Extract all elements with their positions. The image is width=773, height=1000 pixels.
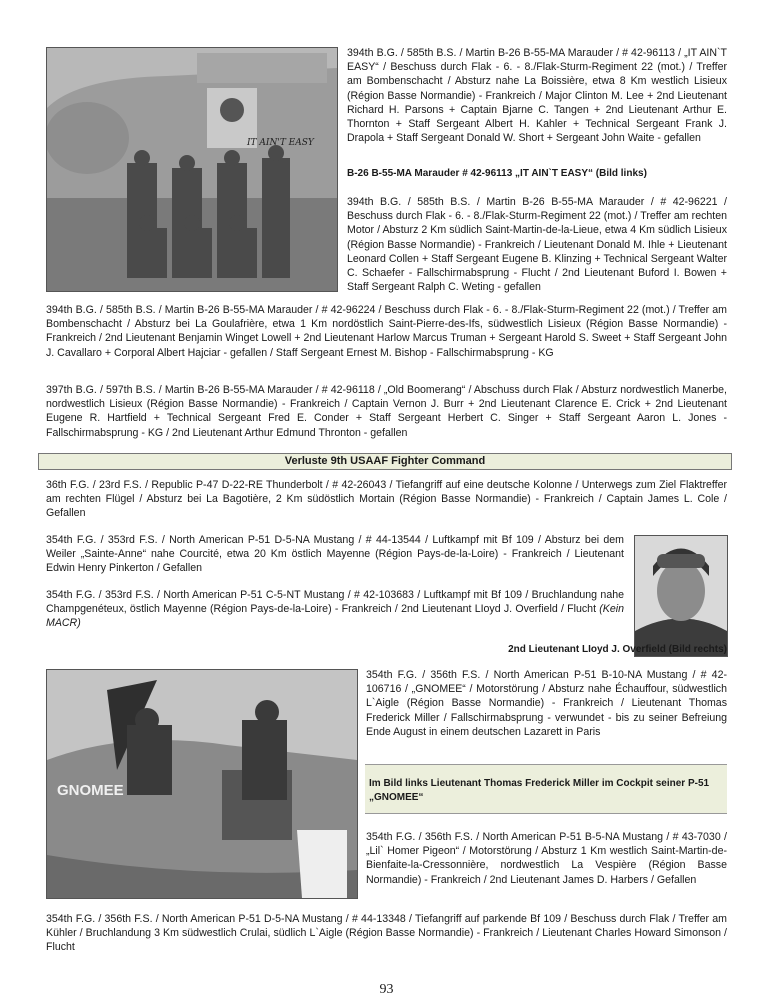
nose-art-text: IT AIN'T EASY xyxy=(247,138,314,148)
entry-36fg-42-26043: 36th F.G. / 23rd F.S. / Republic P-47 D-22-RE Thunderbolt / # 42-26043 / Tiefangriff auf eine deutsche Kolonne / Unterwegs zum Ziel Flaktreffer am rechten Flügel / Absturz bei La Bagotière, 2 Km südöstlich Mortain (Région Basse Normandie) - Frankreich / Captain James L. Cole / Gefallen xyxy=(46,479,727,520)
entry-354-43-7030: 354th F.G. / 356th F.S. / North American P-51 B-5-NA Mustang / # 43-7030 / „Lil` Homer Pigeon“ / Motorstörung / Absturz 1 Km westlich Saint-Martin-de-Bienfaite-la-Cressonnière, nordwestlich La Vespière (Région Basse Normandie) - Frankreich / 2nd Lieutenant James D. Harbers / Gefallen xyxy=(366,831,727,886)
entry-394-42-96113: 394th B.G. / 585th B.S. / Martin B-26 B-55-MA Marauder / # 42-96113 / „IT AIN`T EASY“ / Beschuss durch Flak - 6. - 8./Flak-Sturm-Regiment 22 (mot.) / Treffer am Bombenschacht / Absturz nahe La Boissière, etwa 8 Km westlich Lisieux (Région Basse Normandie) - Frankreich / Major Clinton M. Lee + 2nd Lieutenant Richard H. Parsons + Captain Bjarne C. Tangen + 2nd Lieutenant Arthur E. Thornton + Staff Sergeant Albert H. Kahler + Technical Sergeant Frank J. Drapola + Staff Sergeant Donald W. Short + Sergeant John Waite - gefallen xyxy=(347,47,727,145)
macr-note: (Kein MACR) xyxy=(46,603,624,630)
entry-394-42-96221: 394th B.G. / 585th B.S. / Martin B-26 B-55-MA Marauder / # 42-96221 / Beschuss durch Flak - 6. - 8./Flak-Sturm-Regiment 22 (mot.) / Treffer am rechten Motor / Absturz 2 Km südlich Saint-Martin-de-la-Lieue, etwa 4 Km südlich Lisieux (Région Basse Normandie) - Frankreich / Lieutenant Donald M. Ihle + Lieutenant Leonard Collen + Staff Sergeant Eugene B. Klinzing + Technical Sergeant Walter C. Schaefer - Fallschirmabsprung - Flucht / 2nd Lieutenant Buford I. Bowen + Staff Sergeant Ralph C. Weting - gefallen xyxy=(347,196,727,294)
entry-354-44-13348: 354th F.G. / 356th F.S. / North American P-51 D-5-NA Mustang / # 44-13348 / Tiefangriff auf parkende Bf 109 / Beschuss durch Flak / Treffer am Kühler / Bruchlandung 3 Km südwestlich Crulai, südlich L`Aigle (Région Basse Normandie) - Frankreich / Lieutenant Charles Howard Simonson / Flucht xyxy=(46,913,727,954)
entry-354-44-13544: 354th F.G. / 353rd F.S. / North American P-51 D-5-NA Mustang / # 44-13544 / Luftkampf mit Bf 109 / Absturz bei dem Weiler „Sainte-Anne“ nahe Courcité, etwa 20 Km östlich Mayenne (Région Pays-de-la-Loire) - Frankreich / Lieutenant Edwin Henry Pinkerton / Gefallen xyxy=(46,534,624,575)
page-number: 93 xyxy=(379,982,394,997)
entry-354-42-103683 xyxy=(46,588,624,631)
section-heading: Verluste 9th USAAF Fighter Command xyxy=(38,453,732,470)
entry-394-42-96224: 394th B.G. / 585th B.S. / Martin B-26 B-55-MA Marauder / # 42-96224 / Beschuss durch Flak - 6. - 8./Flak-Sturm-Regiment 22 (mot.) / Treffer am Bombenschacht / Absturz bei La Goulafrière, etwa 1 Km nordöstlich Saint-Pierre-des-Ifs, südwestlich Lisieux (Région Basse Normandie) - Frankreich / 2nd Lieutenant Benjamin Winget Lowell + 2nd Lieutenant Harlow Marcus Truman + Sergeant Harold S. Sweet + Staff Sergeant John J. Cavallaro + Corporal Albert Hajciar - gefallen / Staff Sergeant Ernest M. Bishop - Fallschirmabsprung - KG xyxy=(46,304,727,359)
caption-b26: B-26 B-55-MA Marauder # 42-96113 „IT AIN`T EASY“ (Bild links) xyxy=(347,168,647,179)
entry-397-42-96118: 397th B.G. / 597th B.S. / Martin B-26 B-55-MA Marauder / # 42-96118 / „Old Boomerang“ / Abschuss durch Flak / Absturz nordwestlich Manerbe, nordwestlich Lisieux (Région Basse Normandie) - Frankreich / Captain Vernon J. Burr + 2nd Lieutenant Clarence E. Crick + 2nd Lieutenant Eugene R. Hartfield + Technical Sergeant Fred E. Conder + Staff Sergeant Herbert C. Singer + Staff Sergeant Aaron L. Jones - Fallschirmabsprung - KG / 2nd Lieutenant Arthur Edmund Thronton - gefallen xyxy=(46,384,727,439)
caption-miller: Im Bild links Lieutenant Thomas Frederick Miller im Cockpit seiner P-51 „GNOMEE“ xyxy=(365,764,727,814)
caption-overfield: 2nd Lieutenant LIoyd J. Overfield (Bild rechts) xyxy=(508,644,727,655)
entry-text: 354th F.G. / 353rd F.S. / North American P-51 C-5-NT Mustang / # 42-103683 / Luftkampf mit Bf 109 / Bruchlandung nahe Champgenéteux, östlich Mayenne (Région Pays-de-la-Loire) - Frankreich / 2nd Lieutenant LIoyd J. Overfield / Flucht xyxy=(46,589,624,616)
overfield-portrait-photo xyxy=(634,535,728,657)
gnomee-nose-text: GNOMEE xyxy=(57,782,124,799)
b26-crew-photo xyxy=(46,47,338,292)
entry-354-42-106716: 354th F.G. / 356th F.S. / North American P-51 B-10-NA Mustang / # 42-106716 / „GNOMEE“ / Motorstörung / Absturz nahe Échauffour, südwestlich L`Aigle (Région Basse Normandie) - Frankreich / Lieutenant Thomas Frederick Miller / Fallschirmabsprung - verwundet - bis zu seiner Befreiung Ende August in einem deutschen Lazarett in Paris xyxy=(366,669,727,738)
gnomee-cockpit-photo xyxy=(46,669,358,899)
